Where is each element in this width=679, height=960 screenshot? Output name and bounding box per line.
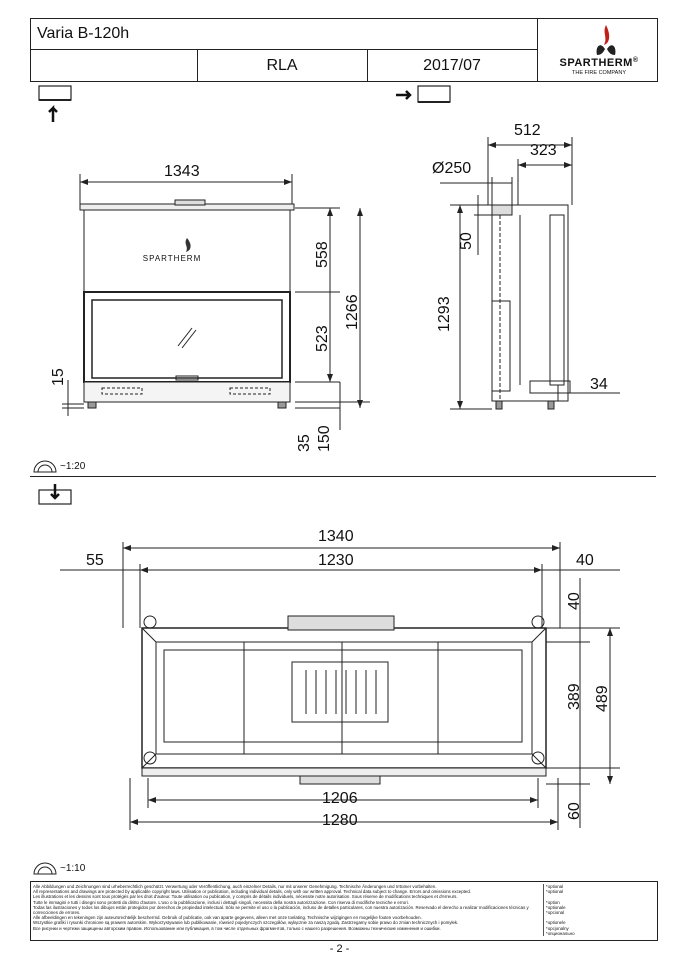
dim-front-15: 15 [50, 368, 67, 386]
copyright-disclaimer [30, 881, 658, 941]
option-note: *optional [546, 884, 564, 889]
option-note: *opcjonalny [546, 925, 569, 931]
disclaimer-line: Alle Abbildungen und Zeichnungen sind urheberrechtlich geschützt. Verwertung oder Veröffentlichung, auch einzelner Details, nur mit unserer Genehmigung. Technische Änderungen und Irrtümer vorbehalten. [33, 884, 437, 889]
disclaimer-line: Wszystkie grafiki i rysunki chronione są prawem autorskim. Wykorzystywanie lub publikowanie, również pojedynczych szczegółów, wyłącznie za naszą zgodą. Zastrzegamy sobie prawo do zmian technicznych i pomyłek. [33, 920, 459, 926]
option-note: *optionele [546, 920, 566, 926]
dim-plan-1206: 1206 [322, 790, 358, 807]
dim-plan-60: 60 [566, 802, 583, 820]
option-note: *optionale [546, 904, 566, 910]
page-number: - 2 - [329, 943, 350, 955]
variant-label: RLA [266, 57, 298, 74]
scale-top-label: ~1:20 [60, 461, 86, 472]
disclaimer-line: Les illustrations et les dessins sont tous protégés par les droit d'auteur. Toute utilisation ou publication, y compris de détails individuels, nécessite notre autorisation. Sous réserve de modifications techniques et d'erreurs. [33, 894, 458, 900]
dim-side-323: 323 [530, 142, 557, 159]
scale-bottom-label: ~1:10 [60, 863, 86, 874]
dim-front-width: 1343 [164, 163, 200, 180]
option-note: *опционально [546, 930, 575, 936]
side-view-icon [394, 84, 456, 106]
dim-plan-40w: 40 [576, 552, 594, 569]
brand-name: SPARTHERM [559, 57, 633, 69]
scale-ruler-icon [32, 458, 58, 474]
flame-logo-icon [591, 23, 621, 57]
dim-front-523: 523 [314, 325, 331, 352]
dim-plan-389: 389 [566, 683, 583, 710]
dim-side-1293: 1293 [436, 296, 453, 332]
dim-front-35: 35 [296, 434, 313, 452]
disclaimer-line: All representations and drawings are protected by applicable copyright laws. Utilisation or publication, including individual details, only with our written approval. Technical data subject to change. Errors and omissions excepted. [33, 889, 472, 895]
brand-registered-mark: ® [632, 57, 639, 64]
front-view-icon [36, 84, 76, 124]
dim-plan-1340: 1340 [318, 528, 354, 545]
dim-side-50: 50 [458, 232, 475, 250]
disclaimer-line: Todas las ilustraciones y todos los dibujos están protegidos por derechos de propiedad intelectual. Sólo se permite el uso o la publicación, incluso de detalles particulares, con nuestra autorización. Reservado el derecho a realizar modificaciones técnicas y correcciones de errores. [33, 904, 529, 916]
brand-tagline: THE FIRE COMPANY [572, 70, 626, 76]
disclaimer-line: Все рисунки и чертежи защищены авторским правом. Использование или публикация, в том числе отдельных фрагментов, только с нашего разрешения. Возможны технические изменения и ошибки. [33, 925, 441, 931]
option-note: *optional [546, 889, 564, 895]
date-label: 2017/07 [423, 57, 481, 74]
dim-plan-1280: 1280 [322, 812, 358, 829]
dim-plan-40d: 40 [566, 592, 583, 610]
dim-front-1266: 1266 [344, 294, 361, 330]
dim-front-150: 150 [316, 425, 333, 452]
dim-side-250: Ø250 [432, 160, 472, 177]
model-title: Varia B-120h [37, 25, 130, 42]
dim-plan-489: 489 [594, 685, 611, 712]
front-logo-text: SPARTHERM [142, 254, 202, 263]
plan-view-icon [36, 482, 76, 508]
option-note: *option [546, 899, 560, 905]
scale-ruler-icon [32, 860, 58, 876]
dim-side-34: 34 [590, 376, 608, 393]
option-note: *opcional [546, 910, 565, 916]
disclaimer-line: Tutte le immagini e tutti i disegni sono protetti da diritto d'autore. L'uso o la pubblicazione, inclusi i dettagli singoli, necessita della nostra autorizzazione. Con riserva di modifiche tecniche e errori. [33, 899, 409, 905]
dim-plan-1230: 1230 [318, 552, 354, 569]
dim-plan-55: 55 [86, 552, 104, 569]
dim-side-512: 512 [514, 122, 541, 139]
front-view-drawing [40, 160, 380, 460]
dim-front-558: 558 [314, 241, 331, 268]
title-block [30, 18, 658, 82]
disclaimer-line: Alle afbeeldingen en tekeningen zijn auteursrechtelijk beschermd. Gebruik of publicatie, ook van aparte gegevens, alleen met onze toelating. Technische wijzigingen en mogelijke fouten voorbehouden. [33, 915, 422, 921]
